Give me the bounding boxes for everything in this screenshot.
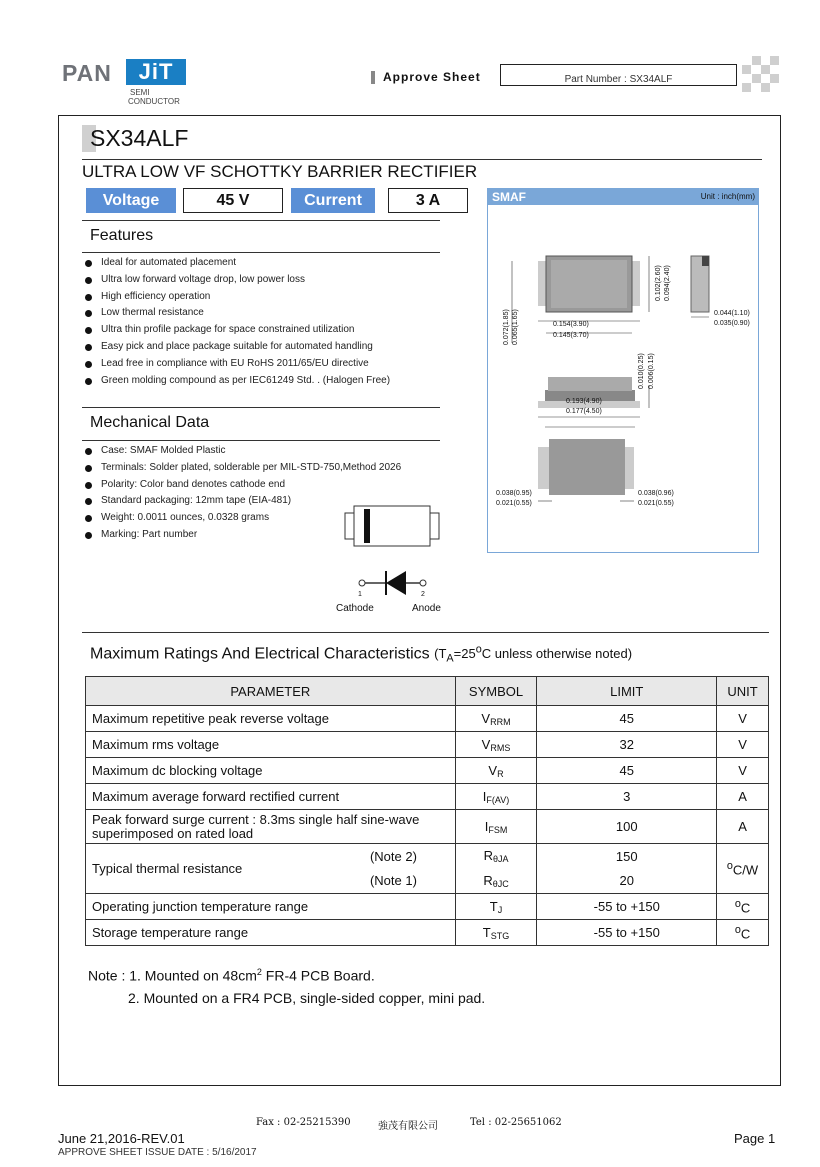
cathode-label: Cathode xyxy=(336,603,374,614)
footer-tel: Tel : 02-25651062 xyxy=(470,1117,562,1128)
package-unit: Unit : inch(mm) xyxy=(700,192,755,201)
diode-symbol-icon xyxy=(352,568,432,598)
sym-sub: R xyxy=(497,768,504,779)
sym-sub: F(AV) xyxy=(486,794,510,805)
sym-sub: J xyxy=(497,904,503,915)
mechanical-bottom-rule xyxy=(82,440,440,441)
bullet-icon xyxy=(85,310,92,317)
dim-thick2: 0.006(0.15) xyxy=(648,353,655,389)
dim-body-w2: 0.177(4.50) xyxy=(566,408,602,415)
mechanical-text: Weight: 0.0011 ounces, 0.0328 grams xyxy=(101,512,270,524)
dim-total-h2: 0.065(1.65) xyxy=(512,309,519,345)
part-title: SX34ALF xyxy=(90,125,189,151)
dim-side-w2: 0.035(0.90) xyxy=(714,320,750,327)
row-symbol xyxy=(455,706,537,732)
table-row xyxy=(86,706,769,732)
dim-pad-l2: 0.021(0.55) xyxy=(496,500,532,507)
bullet-icon xyxy=(85,498,92,505)
footer-revision-date: June 21,2016-REV.01 xyxy=(58,1131,185,1146)
mechanical-title: Mechanical Data xyxy=(90,414,210,431)
row-symbol xyxy=(455,810,537,844)
sym-main: R xyxy=(483,872,493,888)
sym-main: V xyxy=(488,762,498,778)
dim-top-w1: 0.154(3.90) xyxy=(553,321,589,328)
footer-fax: Fax : 02-25215390 xyxy=(256,1117,351,1128)
cond-mid: =25 xyxy=(453,646,476,662)
row-limit: 32 xyxy=(537,732,717,758)
mechanical-text: Standard packaging: 12mm tape (EIA-481) xyxy=(101,495,292,507)
product-description: ULTRA LOW VF SCHOTTKY BARRIER RECTIFIER xyxy=(82,162,478,181)
voltage-label: Voltage xyxy=(86,188,176,213)
row-limit: -55 to +150 xyxy=(537,920,717,946)
thermal-limit-1: 150 xyxy=(537,844,717,869)
thermal-unit xyxy=(717,844,769,894)
row-limit: 100 xyxy=(537,810,717,844)
row-symbol xyxy=(455,732,537,758)
row-unit: V xyxy=(717,706,769,732)
thermal-symbol-2 xyxy=(455,869,537,894)
row-symbol xyxy=(455,894,537,920)
row-param: Maximum rms voltage xyxy=(86,732,456,758)
note-1-sup: 2 xyxy=(256,967,262,977)
ratings-divider xyxy=(82,632,769,633)
cond-suffix: C unless otherwise noted) xyxy=(481,646,633,662)
features-top-rule xyxy=(82,220,440,221)
sym-main: I xyxy=(482,788,487,804)
row-param: Storage temperature range xyxy=(86,920,456,946)
row-limit: 45 xyxy=(537,758,717,784)
note-1 xyxy=(88,967,375,984)
list-item xyxy=(85,272,390,289)
feature-text: Ultra thin profile package for space constrained utilization xyxy=(101,324,355,336)
bullet-icon xyxy=(85,378,92,385)
unit-main: C xyxy=(740,900,751,916)
bullet-icon xyxy=(85,277,92,284)
row-limit: 45 xyxy=(537,706,717,732)
sym-sub: STG xyxy=(490,930,510,941)
mechanical-text: Marking: Part number xyxy=(101,528,198,540)
feature-text: Ideal for automated placement xyxy=(101,257,237,268)
bullet-icon xyxy=(85,448,92,455)
current-label: Current xyxy=(291,188,375,213)
ratings-condition xyxy=(434,644,633,665)
mechanical-text: Case: SMAF Molded Plastic xyxy=(101,445,226,456)
header-limit: LIMIT xyxy=(537,677,717,706)
list-item xyxy=(85,305,390,322)
checker-decoration xyxy=(742,56,780,94)
logo-subtitle xyxy=(130,88,180,106)
table-row xyxy=(86,810,769,844)
row-param: Peak forward surge current : 8.3ms single half sine-wave superimposed on rated load xyxy=(86,810,456,844)
row-param: Operating junction temperature range xyxy=(86,894,456,920)
title-divider xyxy=(82,159,762,160)
feature-text: Low thermal resistance xyxy=(101,307,204,319)
list-item xyxy=(85,477,401,494)
list-item xyxy=(85,322,390,339)
sym-sub: θJA xyxy=(492,854,509,865)
table-row xyxy=(86,894,769,920)
footer-page-number: Page 1 xyxy=(734,1131,776,1146)
row-unit xyxy=(717,920,769,946)
dim-pad-r2: 0.021(0.55) xyxy=(638,500,674,507)
feature-text: High efficiency operation xyxy=(101,290,211,302)
table-row xyxy=(86,784,769,810)
sym-main: T xyxy=(489,898,498,914)
table-row xyxy=(86,732,769,758)
bullet-icon xyxy=(85,532,92,539)
bullet-icon xyxy=(85,327,92,334)
logo-sub-conductor: CONDUCTOR xyxy=(128,97,180,106)
dim-top-h2: 0.094(2.40) xyxy=(664,265,671,301)
header-symbol: SYMBOL xyxy=(455,677,537,706)
list-item xyxy=(85,356,390,373)
dim-top-h1: 0.102(2.60) xyxy=(655,265,662,301)
unit-sup: o xyxy=(734,897,741,910)
sym-sub: FSM xyxy=(488,824,508,835)
logo-sub-semi: SEMI xyxy=(130,88,150,97)
dim-pad-l1: 0.038(0.95) xyxy=(496,490,532,497)
part-number-label: Part Number : SX34ALF xyxy=(564,74,673,85)
sym-main: T xyxy=(482,924,491,940)
feature-text: Ultra low forward voltage drop, low power loss xyxy=(101,273,305,285)
row-unit: V xyxy=(717,758,769,784)
sym-sub: RRM xyxy=(490,716,511,727)
sym-main: V xyxy=(481,736,491,752)
sym-main: V xyxy=(481,710,491,726)
logo-pan-text: PAN xyxy=(62,60,112,86)
header-parameter: PARAMETER xyxy=(86,677,456,706)
row-unit: A xyxy=(717,810,769,844)
dim-top-w2: 0.145(3.70) xyxy=(553,332,589,339)
row-limit: 3 xyxy=(537,784,717,810)
row-unit: A xyxy=(717,784,769,810)
pin2-label: 2 xyxy=(421,591,425,598)
part-number-box xyxy=(500,64,737,86)
package-name: SMAF xyxy=(492,190,526,204)
thermal-note1: (Note 1) xyxy=(364,869,455,894)
unit-sup: o xyxy=(734,923,741,936)
cond-sub: A xyxy=(446,652,454,665)
note-1-text-b: FR-4 PCB Board. xyxy=(261,967,375,984)
table-row xyxy=(86,920,769,946)
thermal-param: Typical thermal resistance xyxy=(86,844,364,894)
list-item xyxy=(85,289,390,306)
cond-sup: o xyxy=(475,644,482,656)
bullet-icon xyxy=(85,260,92,267)
dim-side-w1: 0.044(1.10) xyxy=(714,310,750,317)
table-row xyxy=(86,844,769,869)
row-symbol xyxy=(455,784,537,810)
mechanical-top-rule xyxy=(82,407,440,408)
row-symbol xyxy=(455,920,537,946)
feature-text: Green molding compound as per IEC61249 Std. . (Halogen Free) xyxy=(101,374,391,386)
mechanical-text: Terminals: Solder plated, solderable per MIL-STD-750,Method 2026 xyxy=(101,461,402,473)
row-param: Maximum dc blocking voltage xyxy=(86,758,456,784)
header-unit: UNIT xyxy=(717,677,769,706)
unit-sup: o xyxy=(726,859,733,872)
footer-company: 強茂有限公司 xyxy=(378,1121,438,1132)
dim-pad-r1: 0.038(0.96) xyxy=(638,490,674,497)
feature-text: Easy pick and place package suitable for automated handling xyxy=(101,340,373,352)
component-outline-icon xyxy=(342,503,442,553)
dim-body-w1: 0.193(4.90) xyxy=(566,398,602,405)
table-row xyxy=(86,758,769,784)
sym-sub: θJC xyxy=(492,878,509,889)
row-param: Maximum repetitive peak reverse voltage xyxy=(86,706,456,732)
approve-sheet-marker xyxy=(371,71,375,84)
sym-sub: RMS xyxy=(490,742,511,753)
row-unit: V xyxy=(717,732,769,758)
footer-issue-date: APPROVE SHEET ISSUE DATE : 5/16/2017 xyxy=(58,1147,257,1158)
anode-label: Anode xyxy=(412,603,441,614)
row-param: Maximum average forward rectified current xyxy=(86,784,456,810)
note-1-text-a: Note : 1. Mounted on 48cm xyxy=(88,967,257,984)
voltage-value: 45 V xyxy=(183,188,283,213)
thermal-note2: (Note 2) xyxy=(364,844,455,869)
dim-thick1: 0.010(0.25) xyxy=(638,353,645,389)
mechanical-text: Polarity: Color band denotes cathode end xyxy=(101,478,286,490)
pin1-label: 1 xyxy=(358,591,362,598)
row-symbol xyxy=(455,758,537,784)
unit-main: C/W xyxy=(732,862,759,878)
ratings-title xyxy=(90,644,632,665)
package-drawing xyxy=(487,188,759,553)
thermal-symbol-1 xyxy=(455,844,537,869)
features-title: Features xyxy=(90,227,154,244)
ratings-title-text: Maximum Ratings And Electrical Characteristics xyxy=(90,645,430,663)
package-header xyxy=(488,189,758,205)
bullet-icon xyxy=(85,482,92,489)
list-item xyxy=(85,460,401,477)
features-list xyxy=(85,255,390,389)
current-value: 3 A xyxy=(388,188,468,213)
table-header-row xyxy=(86,677,769,706)
bullet-icon xyxy=(85,294,92,301)
logo-jit-text: JiT xyxy=(126,59,186,85)
sym-main: R xyxy=(483,848,493,864)
ratings-table xyxy=(85,676,769,946)
bullet-icon xyxy=(85,344,92,351)
list-item xyxy=(85,255,390,272)
features-bottom-rule xyxy=(82,252,440,253)
row-limit: -55 to +150 xyxy=(537,894,717,920)
unit-main: C xyxy=(740,926,751,942)
sym-main: I xyxy=(484,818,489,834)
thermal-limit-2: 20 xyxy=(537,869,717,894)
bullet-icon xyxy=(85,361,92,368)
feature-text: Lead free in compliance with EU RoHS 2011/65/EU directive xyxy=(101,357,369,369)
approve-sheet-label: Approve Sheet xyxy=(383,70,481,84)
dim-total-h1: 0.072(1.85) xyxy=(503,309,510,345)
row-unit xyxy=(717,894,769,920)
list-item xyxy=(85,373,390,390)
bullet-icon xyxy=(85,465,92,472)
list-item xyxy=(85,339,390,356)
note-2: 2. Mounted on a FR4 PCB, single-sided copper, mini pad. xyxy=(128,990,486,1006)
list-item xyxy=(85,443,401,460)
cond-prefix: (T xyxy=(434,646,447,662)
bullet-icon xyxy=(85,515,92,522)
